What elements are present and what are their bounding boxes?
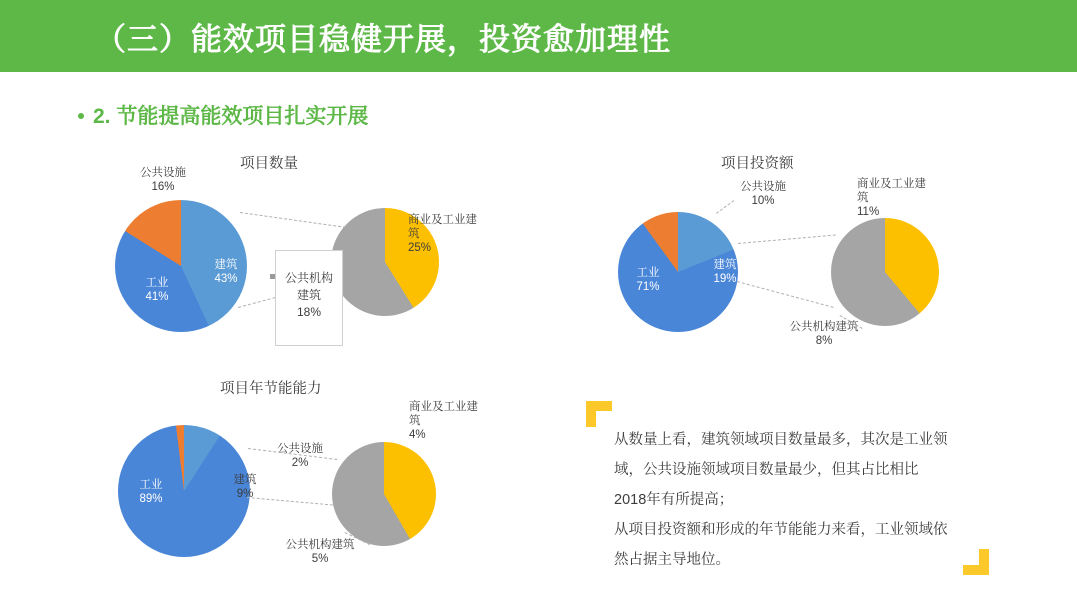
chart1-label-public: 公共设施 16% (140, 167, 186, 193)
chart3-label-public: 公共设施 2% (277, 443, 323, 469)
chart3-breakout-pie (332, 442, 436, 546)
summary-note (614, 425, 994, 575)
chart3-title: 项目年节能能力 (220, 381, 322, 397)
slide-header (0, 0, 1077, 72)
note-line-4: 从项目投资额和形成的年节能能力来看，工业领域依 (614, 522, 948, 538)
section-title (78, 100, 368, 130)
bullet-icon (78, 113, 84, 119)
chart1-breakout-label-commercial: 商业及工业建 筑 25% (408, 214, 477, 254)
note-corner-top-left (586, 401, 612, 427)
chart1-label-industry: 工业 41% (145, 277, 169, 303)
note-line-3: 2018年有所提高； (614, 492, 734, 508)
chart1-leader-top (240, 212, 351, 229)
chart1-callout-text: 公共机构 建筑 18% (284, 271, 333, 319)
chart2-leader-top (738, 234, 836, 244)
section-title-label: 2. 节能提高能效项目扎实开展 (93, 105, 369, 128)
chart3-label-building: 建筑 9% (233, 474, 257, 500)
chart1-label-building: 建筑 43% (214, 259, 238, 285)
chart2-breakout-label-commercial: 商业及工业建 筑 11% (857, 178, 926, 218)
chart2-title: 项目投资额 (721, 156, 794, 172)
chart3-breakout-label-institutional: 公共机构建筑 5% (285, 539, 355, 565)
chart2-label-public: 公共设施 10% (740, 181, 786, 207)
chart3-leader-bottom (247, 497, 343, 506)
chart3-breakout-label-commercial: 商业及工业建 筑 4% (409, 401, 478, 441)
page-title: （三）能效项目稳健开展，投资愈加理性 (95, 21, 671, 57)
chart2-breakout-label-institutional: 公共机构建筑 8% (789, 321, 859, 347)
chart2-leader-bottom (737, 281, 834, 308)
note-line-5: 然占据主导地位。 (614, 552, 730, 568)
note-line-1: 从数量上看，建筑领域项目数量最多，其次是工业领 (614, 432, 948, 448)
chart2-label-industry: 工业 71% (636, 267, 660, 293)
note-line-2: 域，公共设施领域项目数量最少，但其占比相比 (614, 462, 919, 478)
chart2-label-building: 建筑 19% (713, 259, 737, 285)
chart1-title: 项目数量 (240, 156, 298, 172)
chart3-label-industry: 工业 89% (139, 479, 163, 505)
chart2-breakout-pie (831, 218, 939, 326)
